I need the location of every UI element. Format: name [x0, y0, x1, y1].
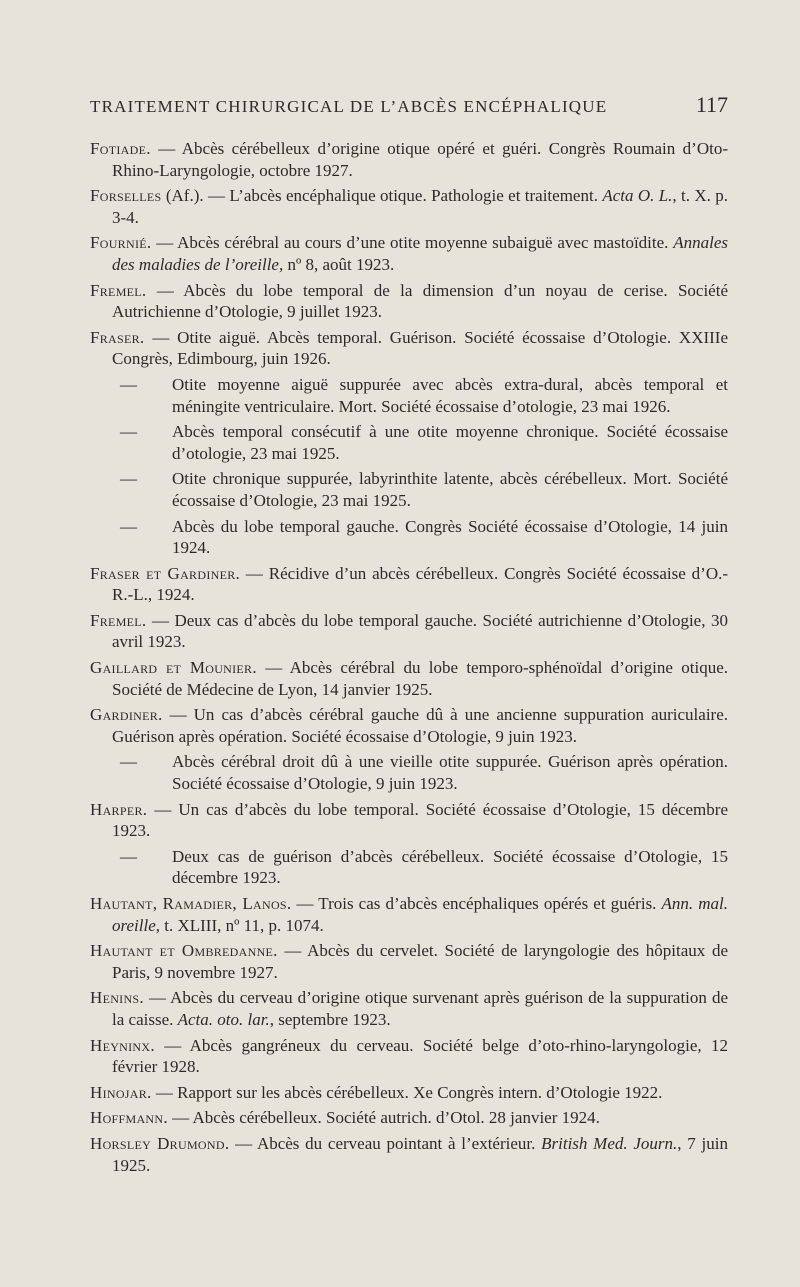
bibliography-entry: [90, 751, 728, 794]
bibliography-entry: [90, 1107, 728, 1129]
bibliography-entry: [90, 799, 728, 842]
bibliography-list: [90, 138, 728, 1180]
bibliography-entry: [90, 610, 728, 653]
entry-journal: Ann. mal. oreille,: [112, 894, 728, 935]
entry-text: — Abcès cérébelleux d’origine otique opéré et guéri. Congrès Roumain d’Oto-Rhino-Laryngologie, octobre 1927.: [112, 139, 728, 180]
bibliography-entry: [90, 657, 728, 700]
entry-text: — Rapport sur les abcès cérébelleux. Xe Congrès intern. d’Otologie 1922.: [151, 1082, 663, 1102]
entry-author: Forselles: [90, 186, 162, 206]
bibliography-entry: [90, 327, 728, 370]
bibliography-entry: [90, 232, 728, 275]
entry-text: nº 8, août 1923.: [283, 254, 395, 274]
bibliography-entry: [90, 374, 728, 417]
ditto-dash: —: [120, 422, 137, 442]
entry-author: Harper.: [90, 799, 148, 819]
entry-author: Henins.: [90, 988, 144, 1008]
entry-text: , t. X. p. 3-4.: [112, 186, 729, 227]
entry-author: Gardiner.: [90, 705, 163, 725]
ditto-dash: —: [120, 752, 137, 772]
entry-author: Fremel.: [90, 280, 147, 300]
entry-text: — Abcès cérébral du lobe temporo-sphénoïdal d’origine otique. Société de Médecine de Lyon, 14 janvier 1925.: [112, 658, 728, 699]
entry-text: — Récidive d’un abcès cérébelleux. Congrès Société écossaise d’O.-R.-L., 1924.: [112, 563, 729, 605]
entry-text: Abcès du lobe temporal gauche. Congrès Société écossaise d’Otologie, 14 juin 1924.: [172, 516, 728, 558]
entry-text: — Deux cas d’abcès du lobe temporal gauche. Société autrichienne d’Otologie, 30 avril 1923.: [112, 610, 728, 652]
bibliography-entry: [90, 940, 728, 983]
entry-journal: Acta. oto. lar.: [177, 1009, 270, 1029]
entry-text: — Trois cas d’abcès encéphaliques opérés et guéris.: [291, 894, 662, 913]
entry-journal: Acta O. L.: [602, 186, 673, 206]
bibliography-entry: [90, 421, 728, 464]
bibliography-entry: [90, 1082, 728, 1104]
entry-author: Hoffmann.: [90, 1108, 168, 1128]
ditto-dash: —: [120, 846, 137, 866]
entry-journal: British Med. Journ.: [541, 1133, 678, 1153]
ditto-dash: —: [120, 374, 137, 394]
ditto-dash: —: [120, 516, 137, 536]
bibliography-entry: [90, 846, 728, 889]
entry-author: Fournié.: [90, 233, 152, 253]
bibliography-entry: [90, 516, 728, 559]
entry-text: — Abcès cérébral au cours d’une otite moyenne subaiguë avec mastoïdite.: [151, 233, 674, 253]
entry-text: — Abcès gangréneux du cerveau. Société belge d’oto-rhino-laryngologie, 12 février 1928.: [112, 1035, 728, 1077]
entry-author: Horsley Drumond.: [90, 1133, 230, 1153]
bibliography-entry: [90, 468, 728, 511]
bibliography-entry: [90, 563, 728, 606]
bibliography-entry: [90, 1035, 728, 1078]
entry-text: — Abcès du lobe temporal de la dimension d’un noyau de cerise. Société Autrichienne d’Otologie, 9 juillet 1923.: [112, 280, 728, 322]
entry-author: Fotiade.: [90, 139, 151, 158]
bibliography-entry: [90, 185, 728, 228]
entry-text: Otite chronique suppurée, labyrinthite latente, abcès cérébelleux. Mort. Société écossaise d’Otologie, 23 mai 1925.: [172, 469, 728, 510]
entry-author: Hautant, Ramadier, Lanos.: [90, 894, 292, 913]
entry-text: — Abcès du cerveau d’origine otique survenant après guérison de la suppuration de la caisse.: [112, 988, 728, 1029]
entry-author: Gaillard et Mounier.: [90, 658, 257, 678]
bibliography-entry: [90, 1133, 728, 1176]
bibliography-entry: [90, 704, 728, 747]
bibliography-entry: [90, 138, 728, 181]
entry-text: t. XLIII, nº 11, p. 1074.: [160, 915, 324, 935]
entry-author: Heyninx.: [90, 1035, 155, 1055]
entry-journal: Annales des maladies de l’oreille,: [112, 233, 728, 274]
ditto-dash: —: [120, 469, 137, 489]
entry-author: Fraser et Gardiner.: [90, 563, 241, 583]
entry-text: Otite moyenne aiguë suppurée avec abcès extra-dural, abcès temporal et méningite ventriculaire. Mort. Société écossaise d’otologie, 23 mai 1926.: [172, 374, 728, 416]
page-number: 117: [695, 92, 728, 117]
running-header: [90, 92, 728, 118]
entry-text: — Un cas d’abcès du lobe temporal. Société écossaise d’Otologie, 15 décembre 1923.: [112, 799, 728, 841]
entry-text: — Un cas d’abcès cérébral gauche dû à une ancienne suppuration auriculaire. Guérison après opération. Société écossaise d’Otologie, 9 juin 1923.: [112, 705, 728, 746]
entry-text: — Otite aiguë. Abcès temporal. Guérison. Société écossaise d’Otologie. XXIIIe Congrès, Edimbourg, juin 1926.: [112, 327, 728, 369]
entry-text: , septembre 1923.: [269, 1009, 391, 1029]
entry-text: Abcès cérébral droit dû à une vieille otite suppurée. Guérison après opération. Société écossaise d’Otologie, 9 juin 1923.: [172, 752, 728, 794]
entry-text: — Abcès cérébelleux. Société autrich. d’Otol. 28 janvier 1924.: [167, 1108, 600, 1128]
entry-text: Abcès temporal consécutif à une otite moyenne chronique. Société écossaise d’otologie, 23 mai 1925.: [172, 422, 728, 463]
entry-author: Hinojar.: [90, 1082, 152, 1102]
entry-text: , 7 juin 1925.: [112, 1133, 728, 1175]
entry-author: Fremel.: [90, 610, 147, 630]
entry-text: — Abcès du cervelet. Société de laryngologie des hôpitaux de Paris, 9 novembre 1927.: [112, 941, 728, 982]
entry-text: Deux cas de guérison d’abcès cérébelleux. Société écossaise d’Otologie, 15 décembre 1923.: [172, 846, 728, 888]
entry-author: Fraser.: [90, 327, 145, 347]
bibliography-entry: [90, 893, 728, 936]
entry-text: (Af.). — L’abcès encéphalique otique. Pathologie et traitement.: [161, 186, 603, 206]
entry-text: — Abcès du cerveau pointant à l’extérieur.: [229, 1133, 542, 1153]
entry-author: Hautant et Ombredanne.: [90, 941, 278, 961]
running-title: TRAITEMENT CHIRURGICAL DE L’ABCÈS ENCÉPHALIQUE: [90, 97, 608, 116]
bibliography-entry: [90, 987, 728, 1030]
bibliography-entry: [90, 280, 728, 323]
